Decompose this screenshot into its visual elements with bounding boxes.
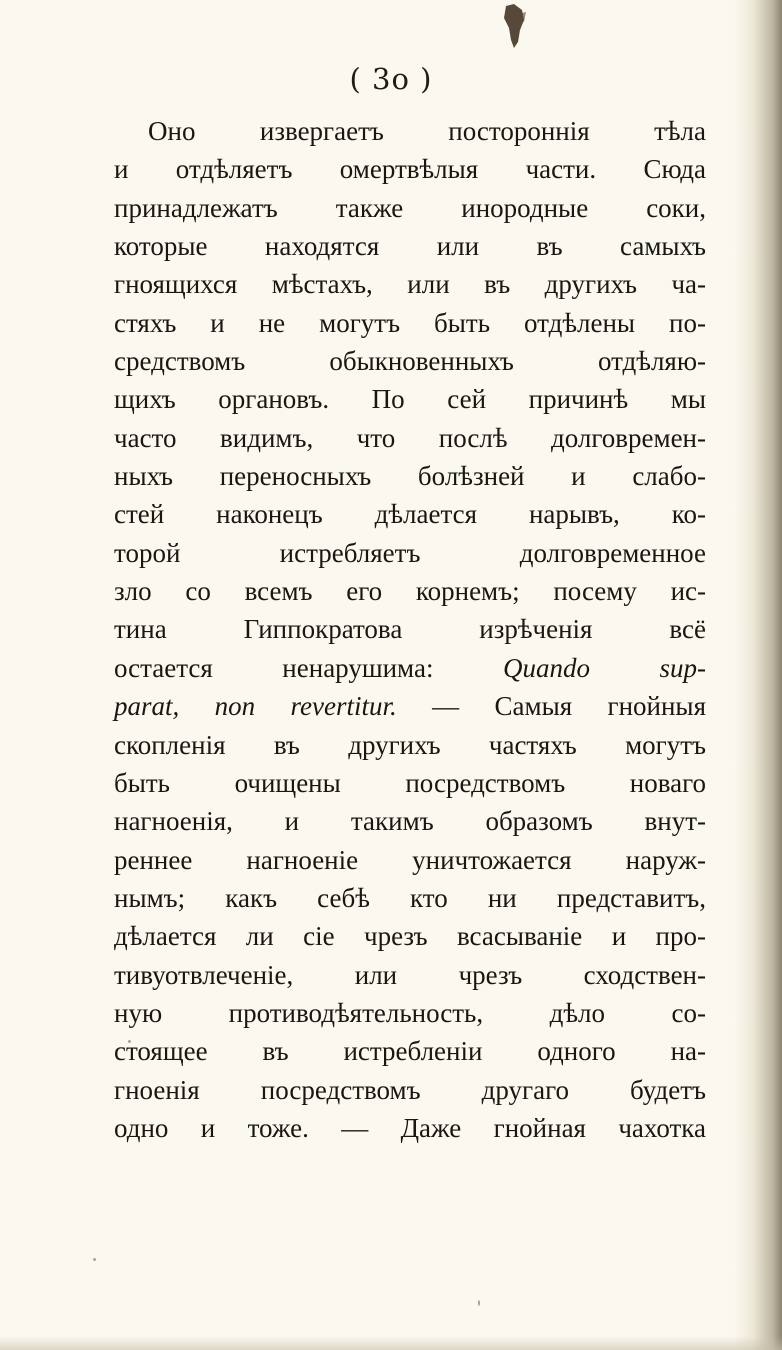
page-number: ( 3o ) — [349, 62, 433, 96]
text-segment: остается ненарушима: — [114, 652, 434, 683]
text-line: тивуотвлеченіе, или чрезъ сходствен- — [114, 959, 706, 990]
text-line: нымъ; какъ себѣ кто ни представитъ, — [114, 882, 706, 913]
text-line: которые находятся или въ самыхъ — [114, 231, 706, 262]
text-line: одно и тоже. — Даже гнойная чахотка — [114, 1112, 706, 1143]
text-line: ныхъ переносныхъ болѣзней и слабо- — [114, 461, 706, 492]
text-line: щихъ органовъ. По сей причинѣ мы — [114, 384, 706, 415]
page-edge-shadow — [734, 0, 782, 1350]
text-line: скопленія въ другихъ частяхъ могутъ — [114, 729, 706, 760]
text-line: дѣлается ли сіе чрезъ всасываніе и про- — [114, 921, 706, 952]
text-line: зло со всемъ его корнемъ; посему ис- — [114, 576, 706, 607]
body-text — [114, 112, 706, 1147]
text-line: и отдѣляетъ омертвѣлыя части. Сюда — [114, 154, 706, 185]
text-line: стей наконецъ дѣлается нарывъ, ко- — [114, 499, 706, 530]
text-segment: — Самыя гнойныя — [432, 691, 706, 722]
text-line: стоящее въ истребленіи одного на- — [114, 1036, 706, 1067]
page-bottom-shadow — [0, 1336, 782, 1350]
paper-speck — [93, 1258, 96, 1261]
text-line-with-latin — [114, 687, 706, 725]
paper-speck — [478, 1300, 480, 1306]
text-line: гноенія посредствомъ другаго будетъ — [114, 1074, 706, 1105]
text-line-with-latin — [114, 649, 706, 687]
text-line: средствомъ обыкновенныхъ отдѣляю- — [114, 346, 706, 377]
text-line: Оно извергаетъ постороннія тѣла — [148, 116, 706, 146]
text-line: нагноенія, и такимъ образомъ внут- — [114, 806, 706, 837]
text-line: быть очищены посредствомъ новаго — [114, 767, 706, 798]
latin-phrase: parat, non revertitur. — [114, 691, 397, 722]
text-line: гноящихся мѣстахъ, или въ другихъ ча- — [114, 269, 706, 300]
text-line: реннее нагноеніе уничтожается наруж- — [114, 844, 706, 875]
latin-phrase: Quando sup- — [502, 652, 707, 683]
text-line: часто видимъ, что послѣ долговремен- — [114, 422, 706, 453]
text-line: торой истребляетъ долговременное — [114, 537, 706, 568]
text-line: ную противодѣятельность, дѣло со- — [114, 997, 706, 1028]
text-line: стяхъ и не могутъ быть отдѣлены по- — [114, 307, 706, 338]
text-line: тина Гиппократова изрѣченія всё — [114, 614, 706, 645]
text-line: принадлежатъ также инородные соки, — [114, 192, 706, 223]
ink-stain-mark — [500, 4, 528, 48]
